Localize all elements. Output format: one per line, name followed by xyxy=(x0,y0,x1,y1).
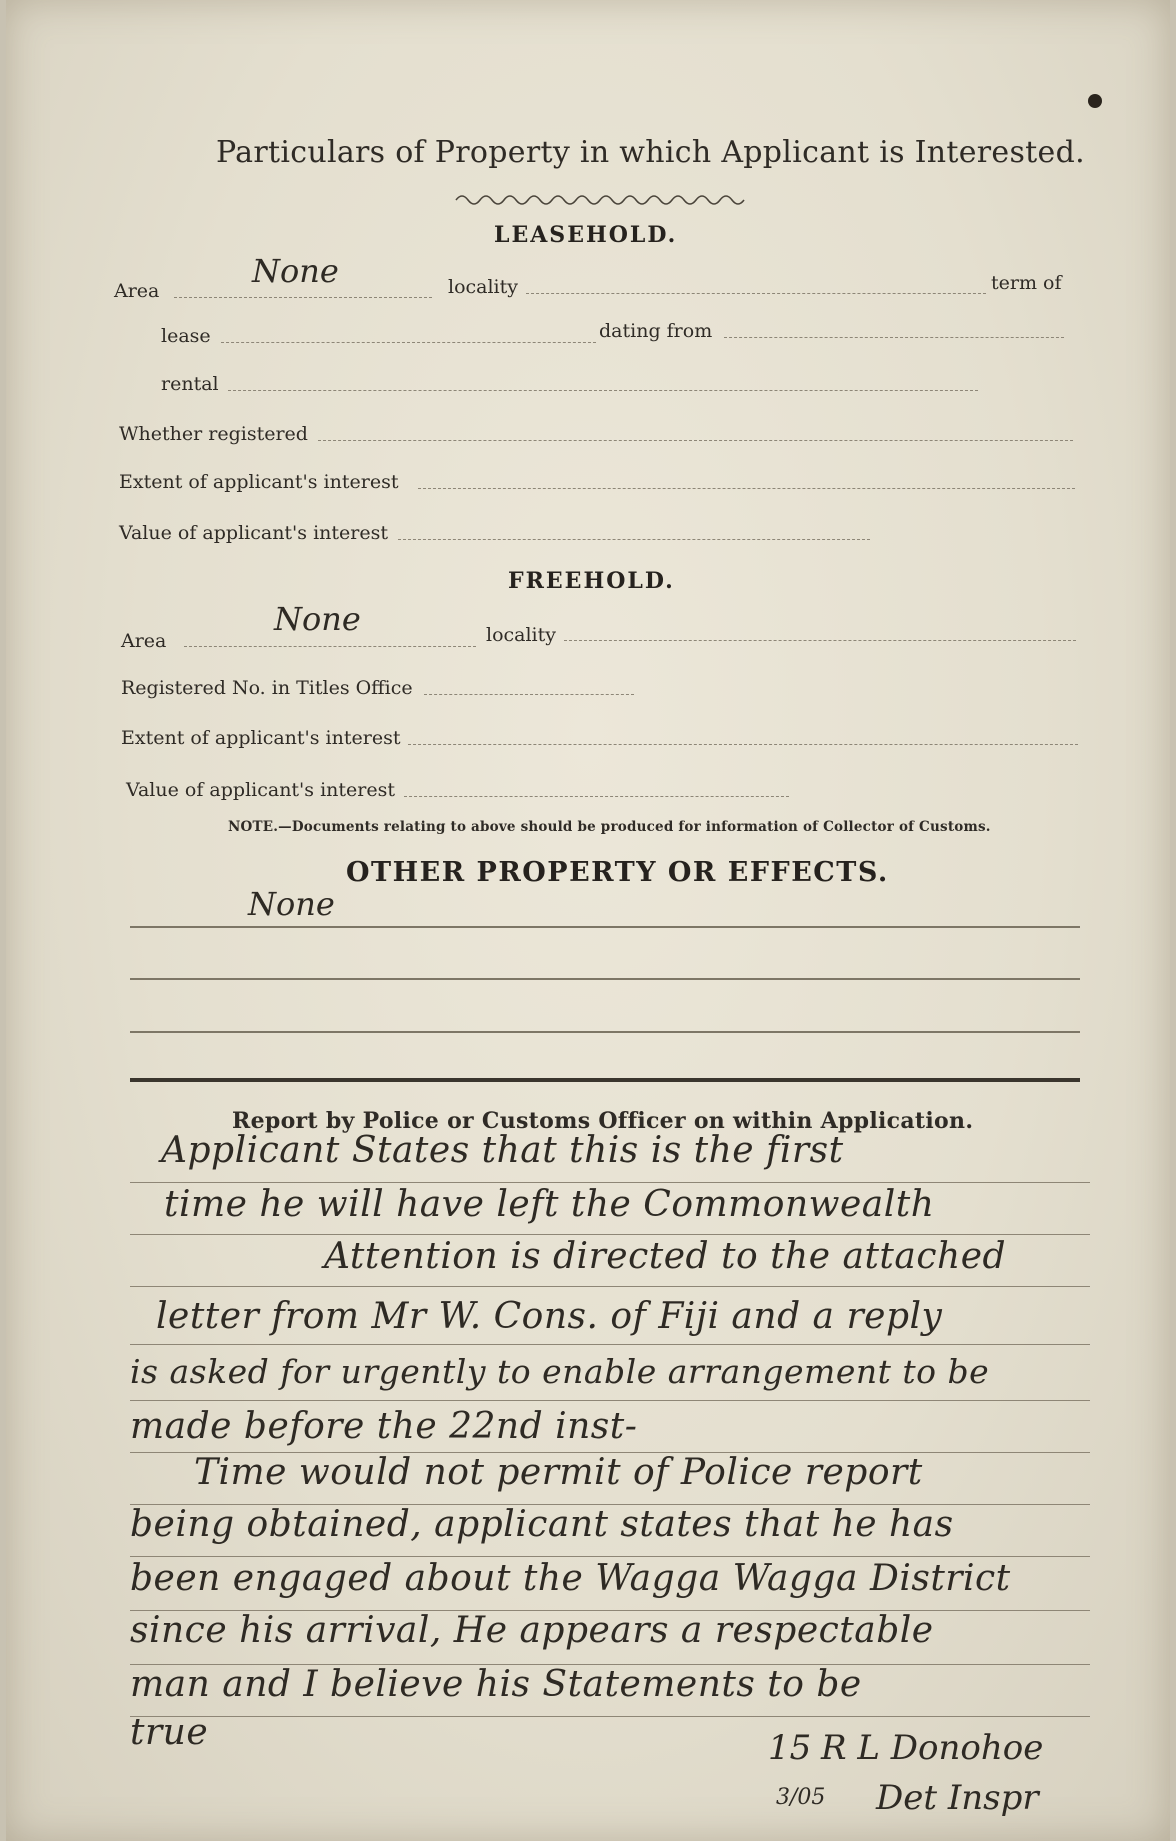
freehold-extent-label: Extent of applicant's interest xyxy=(121,727,401,749)
other-property-line-1 xyxy=(130,926,1080,928)
report-rule-3 xyxy=(130,1286,1090,1287)
report-rule-11 xyxy=(130,1716,1090,1717)
report-line-5: is asked for urgently to enable arrangement to be xyxy=(130,1352,990,1391)
leasehold-rental-label: rental xyxy=(161,373,219,395)
report-heading: Report by Police or Customs Officer on within Application. xyxy=(232,1108,974,1134)
leasehold-area-label: Area xyxy=(114,280,160,302)
report-line-9: been engaged about the Wagga Wagga District xyxy=(130,1558,1011,1599)
leasehold-area-value: None xyxy=(252,252,339,290)
leasehold-extent-label: Extent of applicant's interest xyxy=(119,471,399,493)
report-line-6: made before the 22nd inst- xyxy=(130,1406,638,1447)
report-line-12: true xyxy=(130,1712,209,1753)
freehold-area-label: Area xyxy=(121,630,167,652)
leasehold-dating-label: dating from xyxy=(599,320,713,342)
freehold-value-field xyxy=(404,796,789,797)
leasehold-locality-label: locality xyxy=(448,276,519,298)
leasehold-term-label: term of xyxy=(991,272,1062,294)
freehold-locality-field xyxy=(564,640,1076,641)
other-property-line-2 xyxy=(130,978,1080,980)
freehold-value-label: Value of applicant's interest xyxy=(126,779,395,801)
report-signature-title: Det Inspr xyxy=(876,1778,1039,1818)
leasehold-rental-field xyxy=(228,390,978,391)
report-line-1: Applicant States that this is the first xyxy=(161,1130,844,1171)
report-date-month-year: 3/05 xyxy=(776,1785,826,1810)
report-date-day: 15 xyxy=(768,1728,812,1768)
leasehold-registered-label: Whether registered xyxy=(119,423,308,445)
page-title: Particulars of Property in which Applicant is Interested. xyxy=(216,135,1085,170)
report-rule-1 xyxy=(130,1182,1090,1183)
report-line-11: man and I believe his Statements to be xyxy=(130,1664,862,1705)
leasehold-extent-field xyxy=(418,488,1075,489)
report-line-10: since his arrival, He appears a respectable xyxy=(130,1610,934,1651)
report-rule-5 xyxy=(130,1400,1090,1401)
leasehold-area-field xyxy=(174,297,432,298)
leasehold-value-label: Value of applicant's interest xyxy=(119,522,388,544)
report-line-3: Attention is directed to the attached xyxy=(324,1236,1007,1277)
ink-blot xyxy=(1088,94,1102,108)
report-rule-8 xyxy=(130,1556,1090,1557)
other-property-line-3 xyxy=(130,1031,1080,1033)
leasehold-dating-field xyxy=(724,337,1064,338)
leasehold-locality-field xyxy=(526,293,986,294)
freehold-area-field xyxy=(184,646,476,647)
leasehold-registered-field xyxy=(318,440,1073,441)
document-page xyxy=(6,0,1170,1841)
note-text: NOTE.—Documents relating to above should be produced for information of Collector of Customs. xyxy=(228,819,991,835)
leasehold-heading: LEASEHOLD. xyxy=(494,222,678,248)
freehold-extent-field xyxy=(408,744,1078,745)
report-rule-2 xyxy=(130,1234,1090,1235)
freehold-titles-label: Registered No. in Titles Office xyxy=(121,677,413,699)
other-property-heading: OTHER PROPERTY OR EFFECTS. xyxy=(346,857,889,888)
freehold-locality-label: locality xyxy=(486,624,557,646)
freehold-area-value: None xyxy=(274,600,361,638)
other-property-value: None xyxy=(248,885,335,923)
leasehold-value-field xyxy=(398,539,870,540)
freehold-titles-field xyxy=(424,694,634,695)
freehold-heading: FREEHOLD. xyxy=(508,568,675,594)
section-divider xyxy=(130,1078,1080,1082)
report-line-8: being obtained, applicant states that he has xyxy=(130,1504,954,1545)
report-rule-4 xyxy=(130,1344,1090,1345)
report-signature: R L Donohoe xyxy=(821,1728,1044,1768)
report-line-2: time he will have left the Commonwealth xyxy=(164,1184,935,1225)
leasehold-lease-label: lease xyxy=(161,325,211,347)
decorative-flourish xyxy=(454,188,754,212)
report-line-4: letter from Mr W. Cons. of Fiji and a reply xyxy=(156,1296,943,1337)
leasehold-lease-field xyxy=(221,342,596,343)
report-line-7: Time would not permit of Police report xyxy=(194,1452,923,1493)
